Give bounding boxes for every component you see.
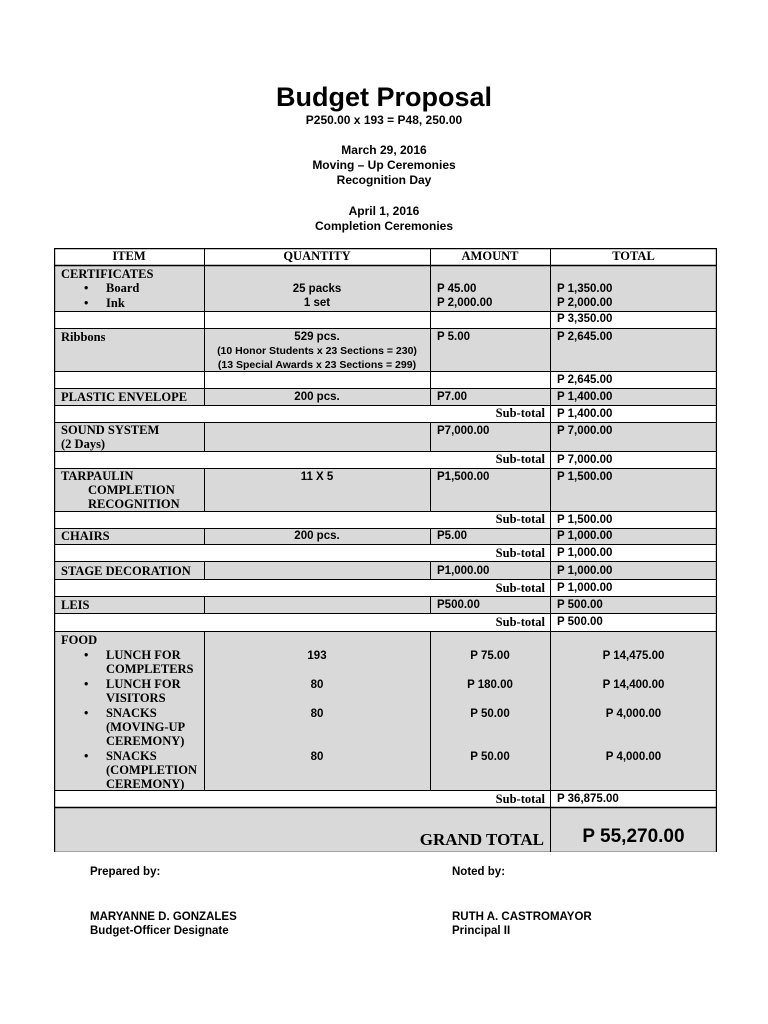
event1-subname: Recognition Day bbox=[336, 173, 432, 187]
food-amount-2: P 180.00 bbox=[467, 679, 513, 691]
food-amount-4: P 50.00 bbox=[470, 751, 510, 763]
ribbons-label: Ribbons bbox=[61, 330, 106, 344]
header-amount: AMOUNT bbox=[461, 249, 519, 263]
header-quantity: QUANTITY bbox=[283, 249, 351, 263]
bullet-icon: • bbox=[84, 677, 89, 691]
food-lunch-visitors-1: LUNCH FOR bbox=[106, 677, 181, 691]
chairs-qty: 200 pcs. bbox=[294, 530, 340, 542]
food-qty-3: 80 bbox=[310, 708, 324, 720]
ribbons-total: P 2,645.00 bbox=[557, 331, 613, 343]
certificates-label: CERTIFICATES bbox=[61, 267, 154, 281]
ink-amount: P 2,000.00 bbox=[437, 297, 493, 309]
bullet-icon: • bbox=[84, 281, 89, 295]
food-amount-1: P 75.00 bbox=[470, 650, 510, 662]
header-total: TOTAL bbox=[612, 249, 655, 263]
ink-total: P 2,000.00 bbox=[557, 297, 613, 309]
ink-qty: 1 set bbox=[303, 297, 331, 309]
stage-subtotal: P 1,000.00 bbox=[557, 582, 613, 594]
noted-by-title: Principal II bbox=[452, 925, 511, 937]
food-total-4: P 4,000.00 bbox=[605, 751, 662, 763]
food-label: FOOD bbox=[61, 633, 98, 647]
sound-label: SOUND SYSTEM bbox=[61, 423, 160, 437]
table-cell-shade bbox=[54, 596, 717, 613]
chairs-amount: P5.00 bbox=[437, 530, 468, 542]
food-lunch-visitors-2: VISITORS bbox=[106, 691, 166, 705]
event1-name: Moving – Up Ceremonies bbox=[312, 158, 456, 172]
tarpaulin-completion: COMPLETION bbox=[88, 483, 175, 497]
sound-subtotal: P 7,000.00 bbox=[557, 454, 613, 466]
food-lunch-completers-1: LUNCH FOR bbox=[106, 648, 181, 662]
food-qty-2: 80 bbox=[310, 679, 324, 691]
food-qty-1: 193 bbox=[307, 650, 327, 662]
sound-total: P 7,000.00 bbox=[557, 425, 613, 437]
ribbons-note-awards: (13 Special Awards x 23 Sections = 299) bbox=[217, 359, 417, 371]
ribbons-amount: P 5.00 bbox=[437, 331, 471, 343]
stage-total: P 1,000.00 bbox=[557, 565, 613, 577]
bullet-icon: • bbox=[84, 648, 89, 662]
envelope-subtotal: P 1,400.00 bbox=[557, 408, 613, 420]
grand-total-value: P 55,270.00 bbox=[582, 826, 685, 847]
envelope-amount: P7.00 bbox=[437, 391, 468, 403]
budget-table bbox=[54, 248, 717, 852]
leis-total: P 500.00 bbox=[557, 599, 603, 611]
food-qty-4: 80 bbox=[310, 751, 324, 763]
tarpaulin-total: P 1,500.00 bbox=[557, 471, 613, 483]
envelope-total: P 1,400.00 bbox=[557, 391, 613, 403]
food-snacks-moving-1: SNACKS bbox=[106, 706, 157, 720]
food-snacks-completion-2: (COMPLETION bbox=[106, 763, 197, 777]
subtotal-label: Sub-total bbox=[495, 615, 545, 629]
board-qty: 25 packs bbox=[292, 283, 342, 295]
leis-label: LEIS bbox=[61, 598, 90, 612]
envelope-qty: 200 pcs. bbox=[294, 391, 340, 403]
food-lunch-completers-2: COMPLETERS bbox=[106, 662, 194, 676]
prepared-by-name: MARYANNE D. GONZALES bbox=[90, 911, 237, 923]
event1-date: March 29, 2016 bbox=[341, 143, 427, 157]
tarpaulin-qty: 11 X 5 bbox=[300, 471, 334, 483]
ribbons-note-honor: (10 Honor Students x 23 Sections = 230) bbox=[217, 345, 417, 357]
tarpaulin-amount: P1,500.00 bbox=[437, 471, 490, 483]
bullet-icon: • bbox=[84, 706, 89, 720]
food-total-2: P 14,400.00 bbox=[602, 679, 665, 691]
computation-line: P250.00 x 193 = P48, 250.00 bbox=[305, 113, 463, 127]
food-snacks-completion-3: CEREMONY) bbox=[106, 777, 185, 791]
subtotal-label: Sub-total bbox=[495, 546, 545, 560]
stage-amount: P1,000.00 bbox=[437, 565, 490, 577]
event2-name: Completion Ceremonies bbox=[314, 219, 454, 233]
stage-label: STAGE DECORATION bbox=[61, 564, 191, 578]
tarpaulin-subtotal: P 1,500.00 bbox=[557, 514, 613, 526]
subtotal-label: Sub-total bbox=[495, 512, 545, 526]
page-title: Budget Proposal bbox=[275, 82, 492, 112]
chairs-label: CHAIRS bbox=[61, 529, 110, 543]
food-subtotal: P 36,875.00 bbox=[557, 793, 619, 805]
certificates-subtotal: P 3,350.00 bbox=[557, 313, 613, 325]
noted-by-label: Noted by: bbox=[452, 866, 506, 878]
food-amount-3: P 50.00 bbox=[470, 708, 510, 720]
noted-by-name: RUTH A. CASTROMAYOR bbox=[452, 911, 592, 923]
bullet-icon: • bbox=[84, 296, 89, 310]
subtotal-label: Sub-total bbox=[495, 581, 545, 595]
grand-total-label: GRAND TOTAL bbox=[419, 830, 544, 849]
food-snacks-moving-3: CEREMONY) bbox=[106, 734, 185, 748]
tarpaulin-recognition: RECOGNITION bbox=[88, 497, 180, 511]
header-item: ITEM bbox=[112, 249, 146, 263]
food-snacks-completion-1: SNACKS bbox=[106, 749, 157, 763]
prepared-by-label: Prepared by: bbox=[90, 866, 161, 878]
food-total-1: P 14,475.00 bbox=[602, 650, 665, 662]
sound-amount: P7,000.00 bbox=[437, 425, 490, 437]
ribbons-qty: 529 pcs. bbox=[294, 331, 340, 343]
subtotal-label: Sub-total bbox=[495, 406, 545, 420]
chairs-total: P 1,000.00 bbox=[557, 530, 613, 542]
prepared-by-title: Budget-Officer Designate bbox=[90, 925, 229, 937]
sound-days: (2 Days) bbox=[61, 437, 106, 451]
board-amount: P 45.00 bbox=[437, 283, 477, 295]
tarpaulin-label: TARPAULIN bbox=[61, 469, 134, 483]
leis-subtotal: P 500.00 bbox=[557, 616, 603, 628]
ribbons-subtotal: P 2,645.00 bbox=[557, 374, 613, 386]
subtotal-label: Sub-total bbox=[495, 792, 545, 806]
bullet-icon: • bbox=[84, 749, 89, 763]
leis-amount: P500.00 bbox=[437, 599, 480, 611]
chairs-subtotal: P 1,000.00 bbox=[557, 547, 613, 559]
envelope-label: PLASTIC ENVELOPE bbox=[61, 390, 188, 404]
event2-date: April 1, 2016 bbox=[348, 204, 420, 218]
food-snacks-moving-2: (MOVING-UP bbox=[106, 720, 186, 734]
subtotal-label: Sub-total bbox=[495, 452, 545, 466]
food-total-3: P 4,000.00 bbox=[605, 708, 662, 720]
ink-label: Ink bbox=[106, 296, 125, 310]
board-label: Board bbox=[106, 281, 140, 295]
board-total: P 1,350.00 bbox=[557, 283, 613, 295]
